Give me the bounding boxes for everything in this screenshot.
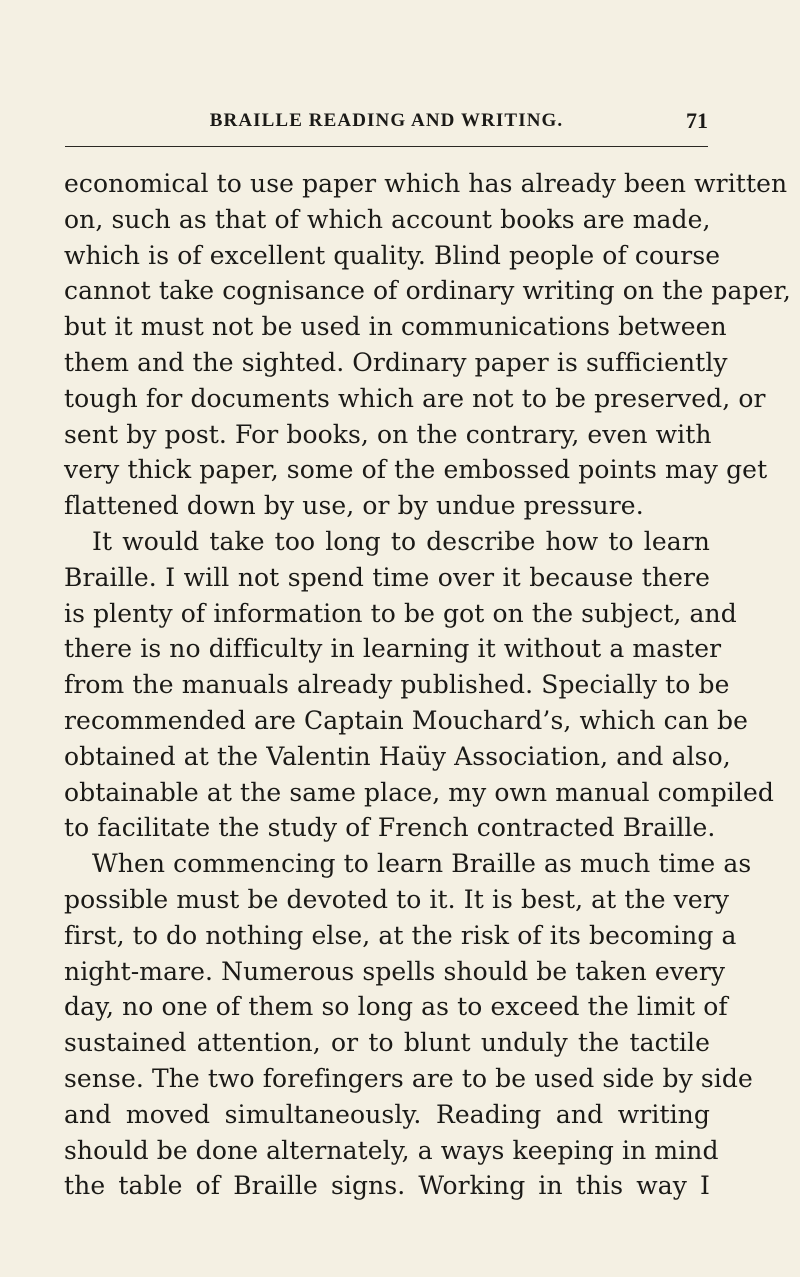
text-line: sustained attention, or to blunt unduly the tactile [64,1028,710,1058]
text-line: them and the sighted. Ordinary paper is sufficiently [64,347,728,377]
text-line: and moved simultaneously. Reading and writing [64,1099,710,1129]
text-line: When commencing to learn Braille as much time as [92,849,752,879]
text-line: cannot take cognisance of ordinary writing on the paper, [64,276,791,306]
text-line: there is no difficulty in learning it without a master [64,634,722,664]
text-line: is plenty of information to be got on the subject, and [64,598,737,628]
text-line: the table of Braille signs. Working in this way I [64,1171,710,1201]
text-line: on, such as that of which account books are made, [64,204,711,234]
text-line: but it must not be used in communications between [64,312,727,342]
text-line: It would take too long to describe how to learn [92,526,710,556]
text-line: obtained at the Valentin Haüy Association, and also, [64,741,731,771]
text-line: should be done alternately, a ways keeping in mind [64,1135,719,1165]
text-line: day, no one of them so long as to exceed the limit of [64,992,728,1022]
running-title: BRAILLE READING AND WRITING. [209,110,564,131]
running-head [65,110,708,140]
text-line: to facilitate the study of French contracted Braille. [64,813,716,843]
body-text [64,166,791,1204]
text-line: obtainable at the same place, my own manual compiled [64,777,774,807]
text-line: flattened down by use, or by undue pressure. [64,491,644,521]
text-line: recommended are Captain Mouchard’s, which can be [64,705,748,735]
text-line: Braille. I will not spend time over it because there [64,562,710,592]
text-line: sense. The two forefingers are to be used side by side [64,1063,753,1093]
text-line: night-mare. Numerous spells should be taken every [64,956,726,986]
text-line: which is of excellent quality. Blind people of course [64,240,721,270]
text-line: economical to use paper which has already been written [64,169,788,198]
header-rule [65,146,708,147]
page-number: 71 [686,108,708,133]
text-line: first, to do nothing else, at the risk of its becoming a [64,920,737,950]
text-line: sent by post. For books, on the contrary, even with [64,419,712,449]
text-line: tough for documents which are not to be preserved, or [64,383,766,413]
text-line: from the manuals already published. Specially to be [64,670,730,700]
text-line: very thick paper, some of the embossed points may get [64,455,768,485]
text-line: possible must be devoted to it. It is best, at the very [64,884,730,914]
